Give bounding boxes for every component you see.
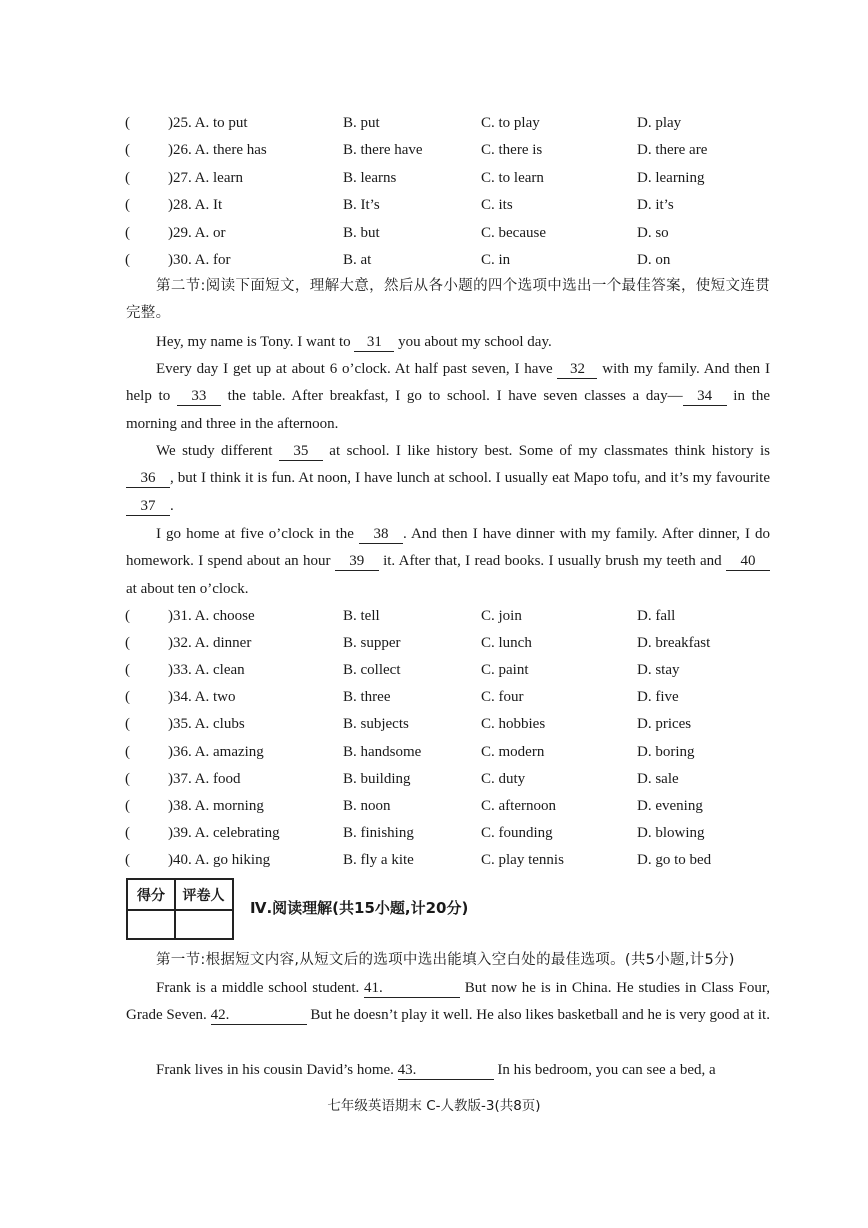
question-row [0, 604, 868, 628]
part4-title: Ⅳ.阅读理解(共15小题,计20分) [250, 899, 469, 917]
score-header: 得分 [137, 887, 165, 904]
question-row [0, 848, 868, 872]
option-c: C. lunch [481, 635, 532, 652]
question-row [0, 166, 868, 190]
option-a: )26. A. there has [168, 142, 267, 159]
option-b: B. supper [343, 635, 401, 652]
option-a: )29. A. or [168, 224, 226, 241]
answer-paren[interactable]: ( [125, 797, 130, 814]
question-row [0, 111, 868, 135]
blank-37: 37 [126, 497, 170, 516]
blank-42[interactable]: 42. [211, 1006, 307, 1025]
score-cell[interactable] [128, 910, 174, 938]
option-d: D. it’s [637, 197, 674, 214]
blank-33: 33 [177, 387, 221, 406]
question-row [0, 221, 868, 245]
answer-paren[interactable]: ( [125, 689, 130, 706]
answer-paren[interactable]: ( [125, 169, 130, 186]
option-c: C. paint [481, 662, 529, 679]
option-d: D. breakfast [637, 635, 711, 652]
option-a: )39. A. celebrating [168, 824, 280, 841]
option-b: B. finishing [343, 824, 414, 841]
option-c: C. four [481, 689, 524, 706]
option-c: C. hobbies [481, 716, 546, 733]
answer-paren[interactable]: ( [125, 743, 130, 760]
answer-paren[interactable]: ( [125, 197, 130, 214]
option-c: C. join [481, 608, 522, 624]
option-c: C. duty [481, 770, 526, 787]
option-d: D. there are [637, 142, 708, 159]
option-b: B. subjects [343, 716, 409, 733]
question-row [0, 631, 868, 655]
option-d: D. stay [637, 662, 680, 679]
answer-paren[interactable]: ( [125, 252, 130, 268]
option-d: D. so [637, 224, 669, 241]
option-b: B. building [343, 770, 411, 787]
question-row [0, 740, 868, 764]
passage-paragraph-1: Hey, my name is Tony. I want to 31 you about my school day. [156, 334, 552, 350]
answer-paren[interactable]: ( [125, 115, 130, 131]
question-row [0, 712, 868, 736]
option-a: )35. A. clubs [168, 716, 245, 733]
option-a: )38. A. morning [168, 797, 264, 814]
option-b: B. It’s [343, 197, 380, 214]
option-a: )36. A. amazing [168, 743, 264, 760]
blank-34: 34 [683, 387, 727, 406]
option-c: C. to learn [481, 169, 544, 186]
option-b: B. tell [343, 608, 380, 624]
option-a: )25. A. to put [168, 115, 248, 131]
blank-40: 40 [726, 552, 770, 571]
option-c: C. founding [481, 824, 553, 841]
option-a: )27. A. learn [168, 169, 243, 186]
question-row [0, 685, 868, 709]
option-a: )40. A. go hiking [168, 851, 271, 868]
option-d: D. boring [637, 743, 695, 760]
part4-paragraph-1: Frank is a middle school student. 41. But now he is in China. He studies in Class Four, Grade Seven. 42. But he doesn’t play it well. He also likes basketball and he is very good at it. [126, 980, 770, 1024]
option-a: )30. A. for [168, 252, 231, 268]
option-b: B. collect [343, 662, 401, 679]
option-b: B. at [343, 252, 372, 268]
option-a: )28. A. It [168, 197, 223, 214]
option-c: C. to play [481, 115, 540, 131]
question-row [0, 794, 868, 818]
option-c: C. in [481, 252, 511, 268]
option-a: )34. A. two [168, 689, 236, 706]
option-d: D. go to bed [637, 851, 712, 868]
option-a: )37. A. food [168, 770, 241, 787]
option-b: B. there have [343, 142, 423, 159]
blank-32: 32 [557, 360, 597, 379]
answer-paren[interactable]: ( [125, 716, 130, 733]
answer-paren[interactable]: ( [125, 662, 130, 679]
answer-paren[interactable]: ( [125, 770, 130, 787]
answer-paren[interactable]: ( [125, 224, 130, 241]
passage-paragraph-3: We study different 35 at school. I like history best. Some of my classmates think history is 36 , but I think it is fun. At noon, I have lunch at school. I usually eat Mapo tofu, and it’s my favourite 37 . [126, 438, 770, 520]
passage-paragraph-2: Every day I get up at about 6 o’clock. At half past seven, I have 32 with my family. And then I help to 33 the table. After breakfast, I go to school. I have seven classes a day— 34 in the morning and three in the afternoon. [126, 361, 771, 432]
answer-paren[interactable]: ( [125, 635, 130, 652]
part4-paragraph-2: Frank lives in his cousin David’s home. 43. In his bedroom, you can see a bed, a [156, 1062, 716, 1078]
option-b: B. noon [343, 797, 391, 814]
part4-instruction: 第一节:根据短文内容,从短文后的选项中选出能填入空白处的最佳选项。(共5小题,计5分) [156, 952, 735, 968]
option-a: )31. A. choose [168, 608, 255, 624]
option-a: )32. A. dinner [168, 635, 252, 652]
option-c: C. its [481, 197, 513, 214]
option-d: D. evening [637, 797, 703, 814]
option-c: C. there is [481, 142, 543, 159]
answer-paren[interactable]: ( [125, 142, 130, 159]
score-table [126, 878, 234, 940]
question-row [0, 248, 868, 272]
option-d: D. sale [637, 770, 679, 787]
question-row [0, 767, 868, 791]
page-footer: 七年级英语期末 C-人教版-3(共8页) [327, 1098, 541, 1114]
blank-38: 38 [359, 525, 403, 544]
blank-39: 39 [335, 552, 379, 571]
option-b: B. put [343, 115, 380, 131]
question-row [0, 138, 868, 162]
section2-instruction: 第二节:阅读下面短文，理解大意，然后从各小题的四个选项中选出一个最佳答案，使短文连贯完整。 [126, 278, 770, 322]
blank-43[interactable]: 43. [398, 1061, 494, 1080]
option-a: )33. A. clean [168, 662, 245, 679]
option-d: D. on [637, 252, 671, 268]
blank-36: 36 [126, 469, 170, 488]
answer-paren[interactable]: ( [125, 824, 130, 841]
answer-paren[interactable]: ( [125, 608, 130, 624]
blank-31: 31 [354, 333, 394, 352]
option-c: C. afternoon [481, 797, 556, 814]
option-c: C. because [481, 224, 546, 241]
option-d: D. learning [637, 169, 705, 186]
option-d: D. play [637, 115, 682, 131]
option-b: B. but [343, 224, 380, 241]
question-row [0, 658, 868, 682]
blank-41[interactable]: 41. [364, 979, 460, 998]
blank-35: 35 [279, 442, 323, 461]
question-row [0, 193, 868, 217]
option-b: B. learns [343, 169, 397, 186]
grader-cell[interactable] [175, 910, 232, 938]
option-d: D. prices [637, 716, 692, 733]
passage-paragraph-4: I go home at five o’clock in the 38 . And then I have dinner with my family. After dinner, I do homework. I spend about an hour 39 it. After that, I read books. I usually brush my teeth and 40 at about ten o’clock. [126, 526, 771, 597]
answer-paren[interactable]: ( [125, 851, 130, 868]
option-c: C. modern [481, 743, 545, 760]
option-c: C. play tennis [481, 851, 564, 868]
option-d: D. fall [637, 608, 676, 624]
question-row [0, 821, 868, 845]
option-b: B. fly a kite [343, 851, 414, 868]
grader-header: 评卷人 [182, 887, 225, 904]
option-b: B. three [343, 689, 391, 706]
option-d: D. blowing [637, 824, 705, 841]
option-d: D. five [637, 689, 679, 706]
option-b: B. handsome [343, 743, 422, 760]
